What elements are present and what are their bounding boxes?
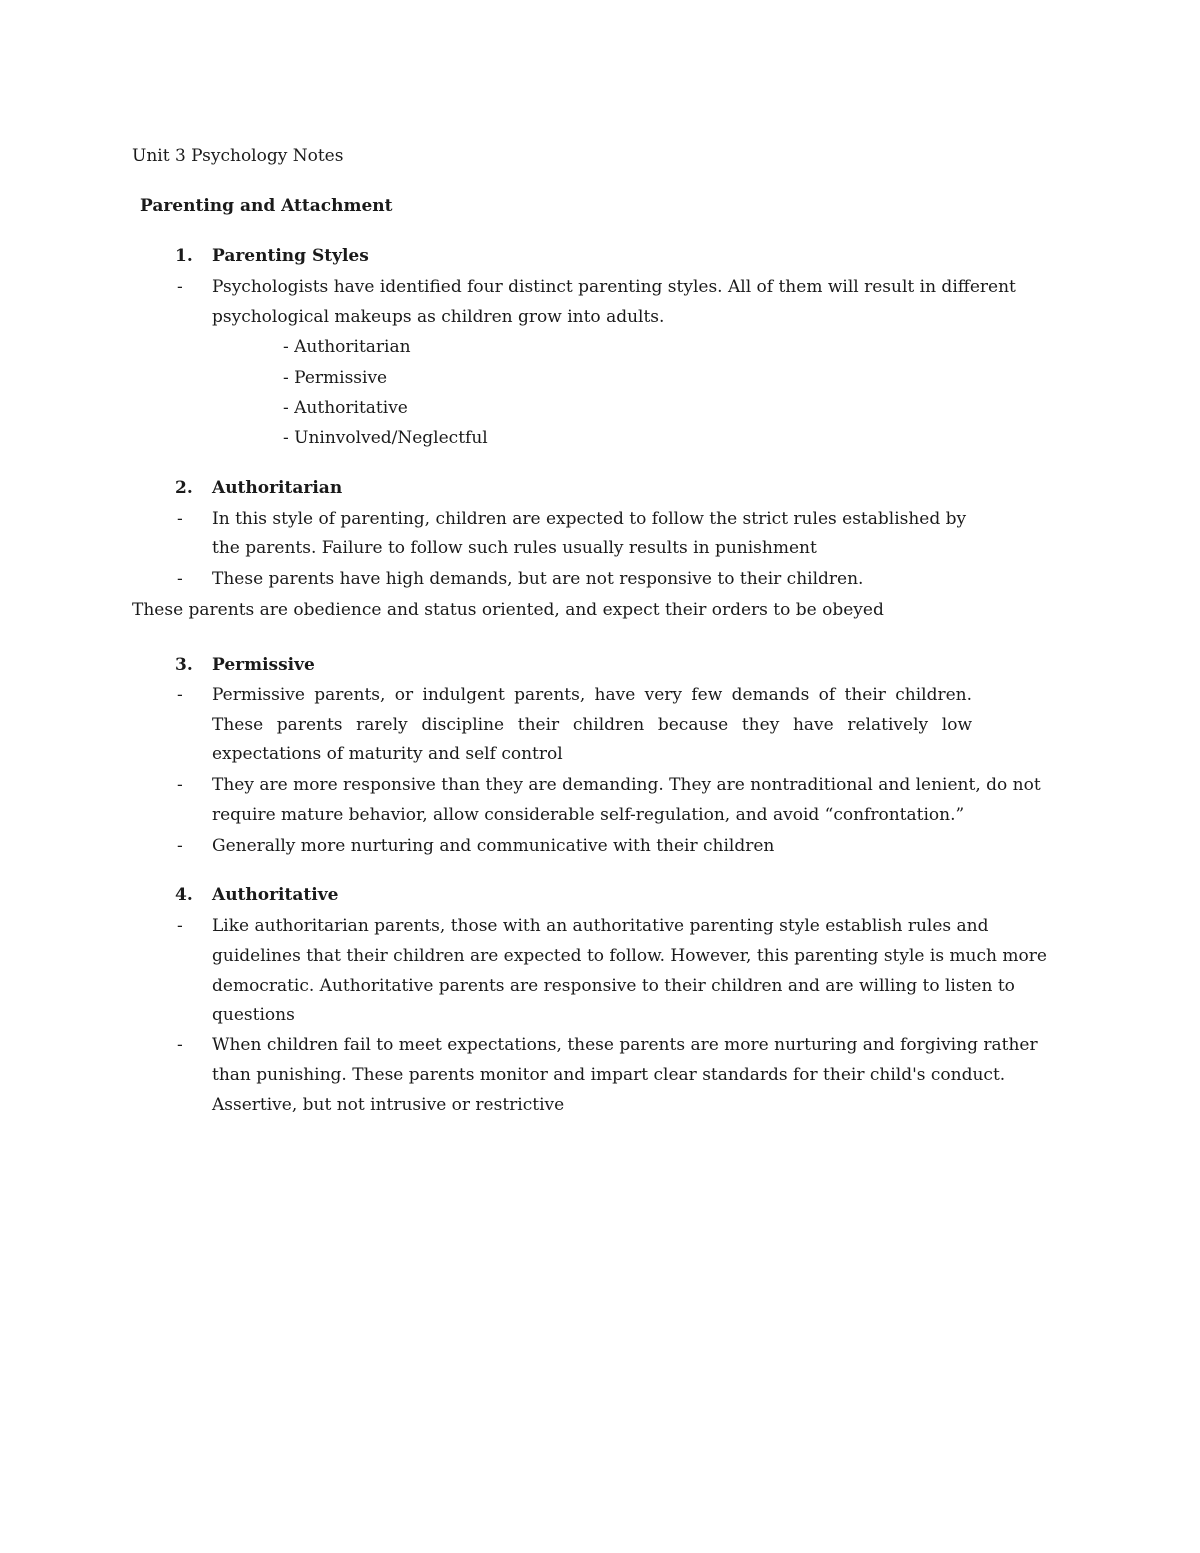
bullet-dash: - <box>177 569 183 589</box>
section-4-bullet-1-line-3: democratic. Authoritative parents are responsive to their children and are willing to listen to <box>212 976 1015 996</box>
section-2-bullet-2-line-1: These parents have high demands, but are not responsive to their children. <box>212 569 864 589</box>
style-list-item: - Authoritative <box>283 398 408 418</box>
bullet-dash: - <box>177 685 183 705</box>
section-1-number: 1. <box>175 246 193 266</box>
bullet-dash: - <box>177 1035 183 1055</box>
section-2-note: These parents are obedience and status oriented, and expect their orders to be obeyed <box>132 600 884 620</box>
document-title: Unit 3 Psychology Notes <box>132 146 344 166</box>
section-2-bullet-1-line-2: the parents. Failure to follow such rules usually results in punishment <box>212 538 817 558</box>
style-list-item: - Uninvolved/Neglectful <box>283 428 488 448</box>
style-list-item: - Permissive <box>283 368 388 388</box>
bullet-dash: - <box>177 775 183 795</box>
bullet-dash: - <box>177 836 183 856</box>
section-3-bullet-2-line-2: require mature behavior, allow considerable self-regulation, and avoid “confrontation.” <box>212 805 965 825</box>
section-heading: Parenting and Attachment <box>140 196 393 216</box>
section-3-number: 3. <box>175 655 193 675</box>
section-2-title: Authoritarian <box>212 478 343 498</box>
section-4-title: Authoritative <box>212 885 339 905</box>
section-3-bullet-1-line-3: expectations of maturity and self control <box>212 744 563 764</box>
bullet-dash: - <box>177 916 183 936</box>
section-1-bullet-1-line-1: Psychologists have identified four distinct parenting styles. All of them will result in different <box>212 277 1016 297</box>
bullet-dash: - <box>177 277 183 297</box>
section-4-bullet-1-line-2: guidelines that their children are expected to follow. However, this parenting style is much more <box>212 946 1047 966</box>
section-1-bullet-1-line-2: psychological makeups as children grow into adults. <box>212 307 665 327</box>
section-3-bullet-2-line-1: They are more responsive than they are demanding. They are nontraditional and lenient, do not <box>212 775 1041 795</box>
section-4-bullet-1-line-4: questions <box>212 1005 295 1025</box>
section-4-bullet-2-line-2: than punishing. These parents monitor and impart clear standards for their child's conduct. <box>212 1065 1006 1085</box>
section-2-number: 2. <box>175 478 193 498</box>
section-3-bullet-1-line-1: Permissive parents, or indulgent parents, have very few demands of their children. <box>212 685 972 705</box>
section-4-bullet-2-line-1: When children fail to meet expectations, these parents are more nurturing and forgiving rather <box>212 1035 1038 1055</box>
bullet-dash: - <box>177 509 183 529</box>
section-4-bullet-2-line-3: Assertive, but not intrusive or restrictive <box>212 1095 565 1115</box>
section-3-title: Permissive <box>212 655 315 675</box>
section-1-title: Parenting Styles <box>212 246 369 266</box>
section-3-bullet-1-line-2: These parents rarely discipline their children because they have relatively low <box>212 715 972 735</box>
section-4-number: 4. <box>175 885 193 905</box>
section-3-bullet-3-line-1: Generally more nurturing and communicative with their children <box>212 836 775 856</box>
style-list-item: - Authoritarian <box>283 337 411 357</box>
section-2-bullet-1-line-1: In this style of parenting, children are expected to follow the strict rules established by <box>212 509 967 529</box>
section-4-bullet-1-line-1: Like authoritarian parents, those with an authoritative parenting style establish rules and <box>212 916 989 936</box>
